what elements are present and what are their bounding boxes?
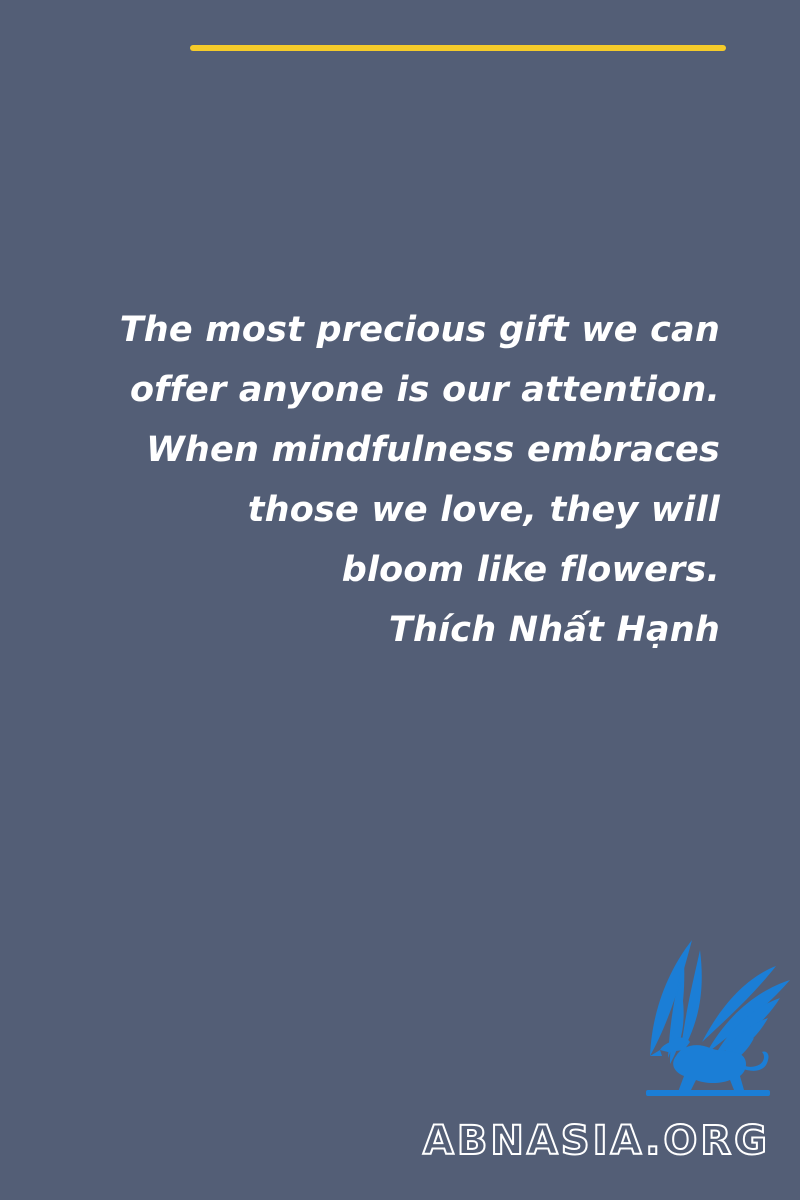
quote-block	[40, 300, 720, 660]
quote-line-3: When mindfulness embraces	[146, 430, 720, 470]
quote-author: Thích Nhất Hạnh	[388, 610, 720, 650]
quote-line-1: The most precious gift we can	[119, 310, 720, 350]
griffin-icon	[640, 938, 796, 1098]
quote-line-2: offer anyone is our attention.	[129, 370, 720, 410]
quote-line-4: those we love, they will	[247, 490, 720, 530]
quote-line-5: bloom like flowers.	[341, 550, 720, 590]
brand-wordmark: ABNASIA.ORG	[422, 1118, 770, 1164]
accent-line	[190, 45, 726, 51]
